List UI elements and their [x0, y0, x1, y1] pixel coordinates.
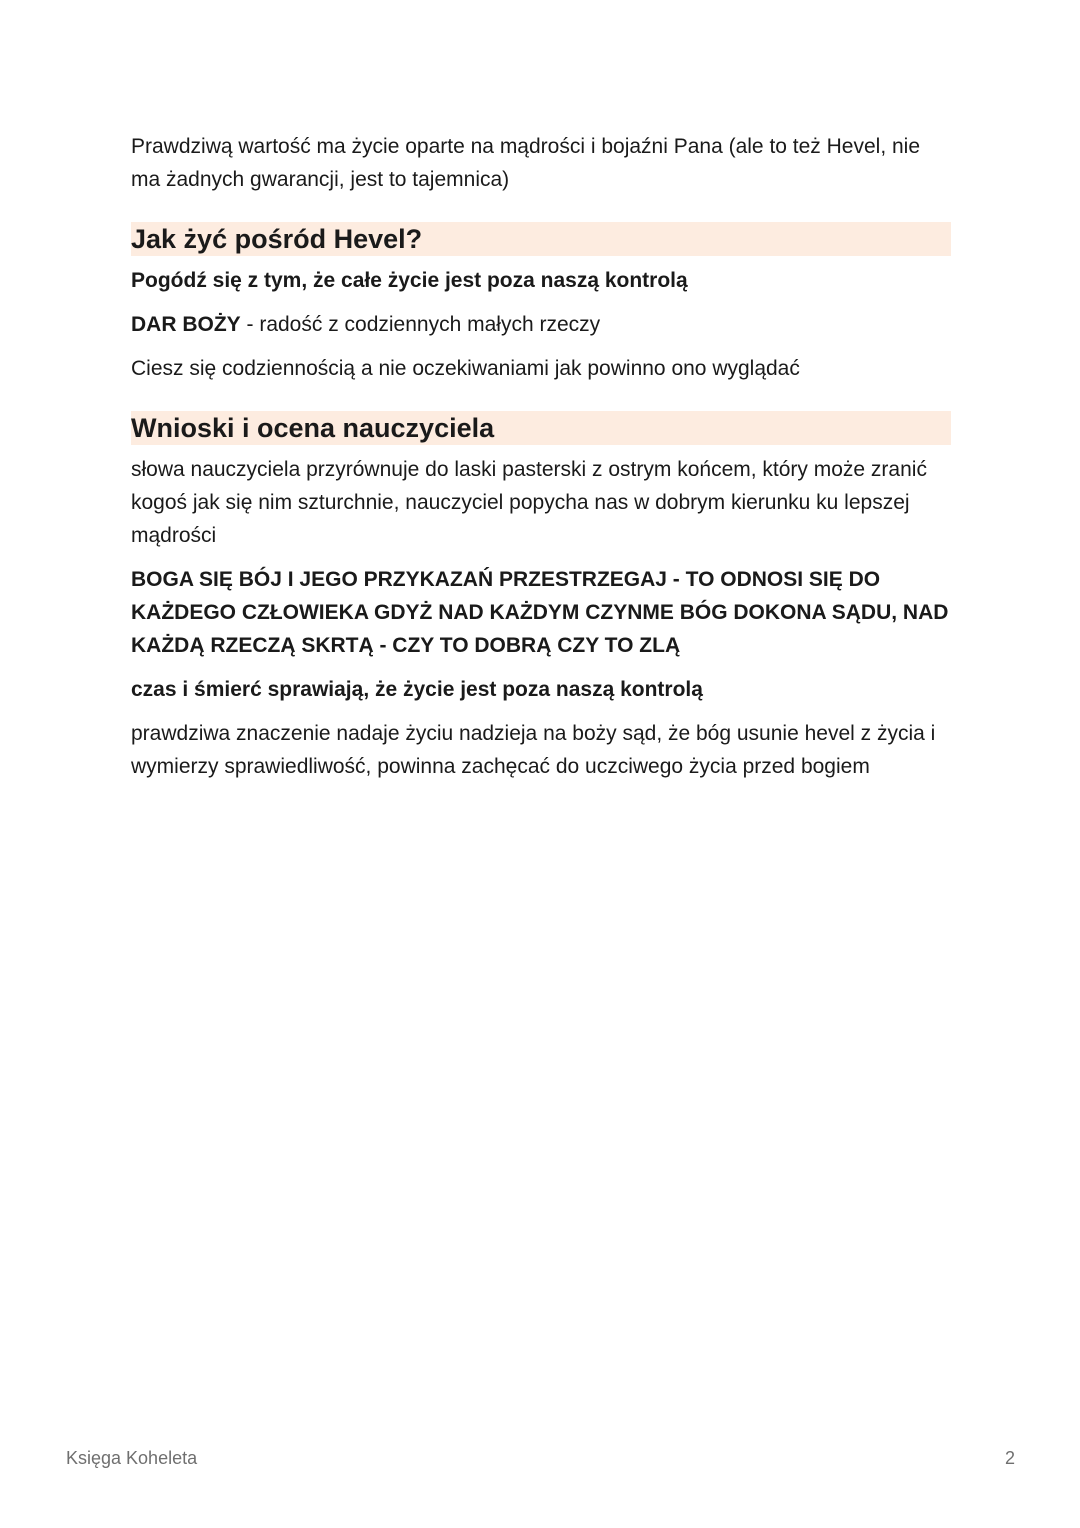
page-content — [131, 130, 951, 794]
hevel-point-everyday: Ciesz się codziennością a nie oczekiwaniami jak powinno ono wyglądać — [131, 357, 800, 380]
footer-page-number: 2 — [1004, 1448, 1015, 1468]
gift-definition: - radość z codziennych małych rzeczy — [240, 313, 601, 336]
conclusion-time-death: czas i śmierć sprawiają, że życie jest poza naszą kontrolą — [131, 678, 703, 701]
section-heading-hevel: Jak żyć pośród Hevel? — [131, 222, 951, 256]
conclusion-true-meaning: prawdziwa znaczenie nadaje życiu nadzieja na boży sąd, że bóg usunie hevel z życia i wymierzy sprawiedliwość, powinna zachęcać do uczciwego życia przed bogiem — [131, 722, 936, 778]
section-heading-conclusions: Wnioski i ocena nauczyciela — [131, 411, 951, 445]
conclusion-fear-god: BOGA SIĘ BÓJ I JEGO PRZYKAZAŃ PRZESTRZEGAJ - TO ODNOSI SIĘ DO KAŻDEGO CZŁOWIEKA GDYŻ NAD KAŻDYM CZYNME BÓG DOKONA SĄDU, NAD KAŻDĄ RZECZĄ SKRTĄ - CZY TO DOBRĄ CZY TO ZLĄ — [131, 568, 949, 657]
footer-document-title: Księga Koheleta — [66, 1448, 198, 1468]
hevel-point-control: Pogódź się z tym, że całe życie jest poza naszą kontrolą — [131, 269, 688, 292]
conclusion-teacher-words: słowa nauczyciela przyrównuje do laski pasterski z ostrym końcem, który może zranić kogoś jak się nim szturchnie, nauczyciel popycha nas w dobrym kierunku ku lepszej mądrości — [131, 458, 927, 547]
gift-term: DAR BOŻY — [131, 313, 241, 336]
intro-paragraph: Prawdziwą wartość ma życie oparte na mądrości i bojaźni Pana (ale to też Hevel, nie ma żadnych gwarancji, jest to tajemnica) — [131, 135, 921, 191]
hevel-point-gift — [131, 308, 951, 341]
